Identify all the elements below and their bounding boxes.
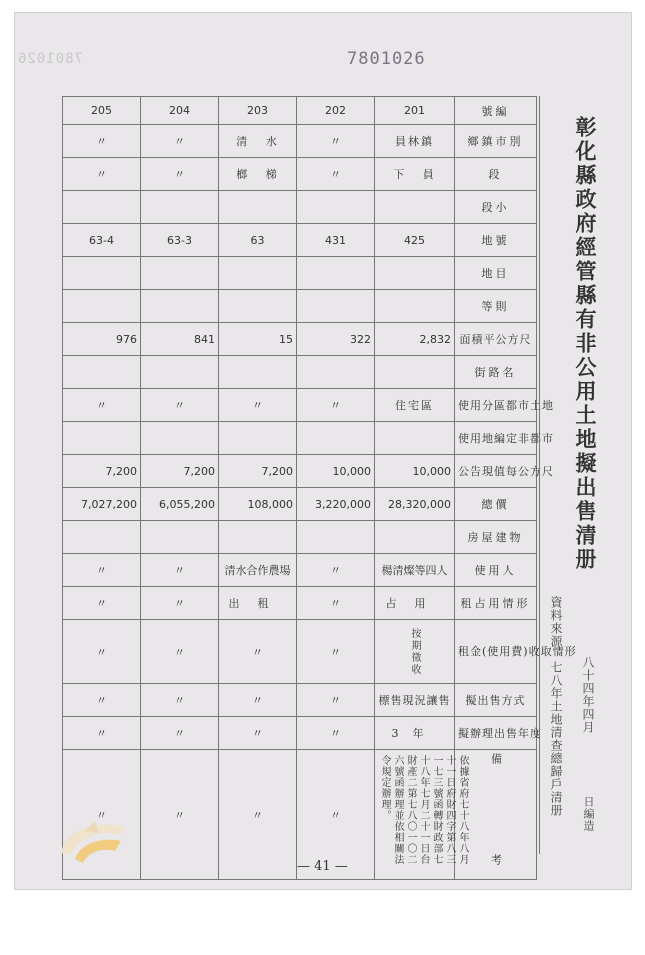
row-parcel (63, 224, 537, 257)
label-street: 街路名 (455, 356, 537, 389)
parcel-203: 63 (219, 224, 297, 257)
row-subsection (63, 191, 537, 224)
row-announced-value: 7,200 7,200 7,200 10,000 10,000 公告現值每公方尺 (63, 455, 537, 488)
section-201: 下 員 (375, 158, 455, 191)
label-parcel: 地號 (455, 224, 537, 257)
method-201: 標售現況讓售 (375, 684, 455, 717)
row-township: 〃 〃 清 水 〃 員林鎮 鄉鎮市別 (63, 125, 537, 158)
col-205: 205 (63, 97, 141, 125)
label-number: 號編 (455, 97, 537, 125)
label-total: 總價 (455, 488, 537, 521)
archive-logo-icon (55, 809, 133, 873)
col-204: 204 (141, 97, 219, 125)
row-schedule: 〃 〃 〃 〃 3年 擬辦理出售年度 (63, 717, 537, 750)
label-remarks: 備考 (489, 752, 503, 955)
document-page (14, 12, 632, 955)
col-201: 201 (375, 97, 455, 125)
area-203: 15 (219, 323, 297, 356)
remarks-note: 依據省府七十八年八月十一日府財四字第八三一七三號函轉財政部七十八年七月二十一日台財產二第七八〇一〇二六號函辦理並依相關法令規定辦理。 (379, 754, 468, 865)
row-zoning-urban: 〃 〃 〃 〃 住宅區 使用分區都市土地 (63, 389, 537, 422)
data-source: 資料來源：七八年土地清查總歸戶清册 (549, 596, 563, 817)
label-user: 使用人 (455, 554, 537, 587)
remarks-note-cell (375, 750, 468, 880)
label-grade: 等則 (455, 290, 537, 323)
parcel-204: 63-3 (141, 224, 219, 257)
area-205: 976 (63, 323, 141, 356)
label-subsection: 段小 (455, 191, 537, 224)
row-section: 〃 〃 榔 梯 〃 下 員 段 (63, 158, 537, 191)
row-total-price: 7,027,200 6,055,200 108,000 3,220,000 28,320,000 總價 (63, 488, 537, 521)
row-building (63, 521, 537, 554)
label-schedule: 擬辦理出售年度 (455, 717, 537, 750)
side-panel (539, 96, 608, 854)
parcel-202: 431 (297, 224, 375, 257)
row-rent: 〃 〃 〃 〃 按期徵收 租金(使用費)收取情形 (63, 620, 537, 684)
document-title: 彰化縣政府經管縣有非公用土地擬出售清册 (573, 116, 598, 572)
row-number (63, 97, 537, 125)
township-201: 員林鎮 (375, 125, 455, 158)
row-occupancy: 〃 〃 出租 〃 占用 租占用情形 (63, 587, 537, 620)
label-building: 房屋建物 (455, 521, 537, 554)
label-rent: 租金(使用費)收取情形 (455, 620, 537, 684)
label-area: 面積平公方尺 (455, 323, 537, 356)
area-204: 841 (141, 323, 219, 356)
zoning-201: 住宅區 (375, 389, 455, 422)
row-land-use (63, 257, 537, 290)
page-number: — 41 — (297, 859, 348, 874)
parcel-205: 63-4 (63, 224, 141, 257)
document-number: 7801026 (347, 49, 426, 69)
label-township: 鄉鎮市別 (455, 125, 537, 158)
row-zoning-nonurban (63, 422, 537, 455)
label-method: 擬出售方式 (455, 684, 537, 717)
area-201: 2,832 (375, 323, 455, 356)
label-announced: 公告現值每公方尺 (455, 455, 537, 488)
label-zoning-urban: 使用分區都市土地 (455, 389, 537, 422)
label-section: 段 (455, 158, 537, 191)
row-remarks: 〃 〃 〃 〃 依據省府七十八年八月十一日府財四字第八三一七三號函轉財政部七十八年七月二十一日台財產二第七八〇一〇二六號函辦理並依相關法令規定辦理。 備考 (63, 750, 537, 880)
row-user: 〃 〃 清水合作農場 〃 楊清燦等四人 使用人 (63, 554, 537, 587)
row-street (63, 356, 537, 389)
parcel-201: 425 (375, 224, 455, 257)
col-203: 203 (219, 97, 297, 125)
bleed-through-text: 7801026 (17, 51, 84, 67)
compiled-label: 日編造 (582, 796, 595, 832)
label-occupancy: 租占用情形 (455, 587, 537, 620)
label-land-use: 地目 (455, 257, 537, 290)
township-203: 清 水 (219, 125, 297, 158)
row-area (63, 323, 537, 356)
document-date: 八十四年四月 (581, 656, 595, 734)
area-202: 322 (297, 323, 375, 356)
section-203: 榔 梯 (219, 158, 297, 191)
rent-201: 按期徵收 (375, 620, 455, 684)
row-grade (63, 290, 537, 323)
label-zoning-nonurban: 使用地編定非都市 (455, 422, 537, 455)
col-202: 202 (297, 97, 375, 125)
row-method: 〃 〃 〃 〃 標售現況讓售 擬出售方式 (63, 684, 537, 717)
